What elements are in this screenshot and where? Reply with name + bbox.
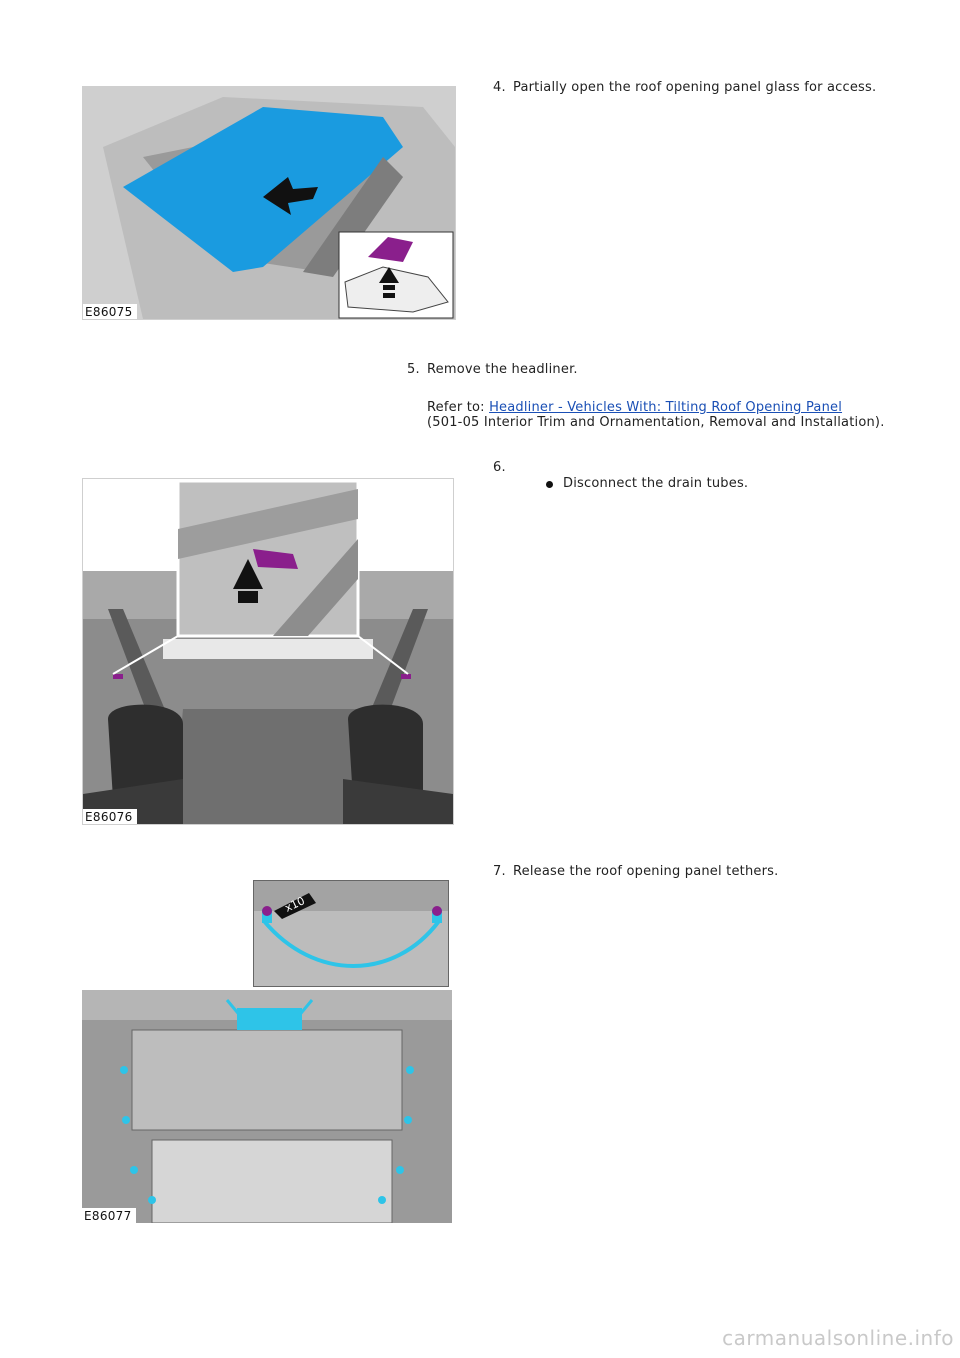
watermark: carmanualsonline.info — [722, 1326, 954, 1350]
bullet-icon — [546, 481, 553, 488]
step-number: 6. — [493, 460, 506, 475]
drain-tube-right — [401, 674, 411, 679]
figure-panel-tethers — [82, 990, 452, 1223]
figure-label: E86075 — [83, 304, 137, 319]
multiplier-callout: x10 — [282, 894, 307, 915]
step-number: 7. — [493, 864, 506, 879]
refer-prefix: Refer to: — [427, 400, 490, 415]
step-bullet-text: Disconnect the drain tubes. — [563, 476, 749, 491]
headliner-procedure-link[interactable]: Headliner - Vehicles With: Tilting Roof Opening Panel — [489, 400, 843, 415]
figure-roof-panel-glass — [82, 86, 456, 320]
roof-panel-illustration — [83, 87, 455, 319]
drain-tube-left — [113, 674, 123, 679]
step-number: 5. — [407, 362, 420, 377]
step-text: Partially open the roof opening panel glass for access. — [513, 80, 877, 95]
step-text: Release the roof opening panel tethers. — [513, 864, 779, 879]
refer-line — [427, 400, 842, 415]
refer-suffix: (501-05 Interior Trim and Ornamentation, Removal and Installation). — [427, 415, 885, 430]
figure-label: E86076 — [83, 809, 137, 824]
tethers-detail-illustration — [254, 881, 448, 986]
drain-tubes-illustration — [83, 479, 453, 824]
step-text: Remove the headliner. — [427, 362, 578, 377]
figure-label: E86077 — [82, 1208, 136, 1223]
step-number: 4. — [493, 80, 506, 95]
tether-bracket — [237, 1008, 302, 1030]
tethers-illustration — [82, 990, 452, 1223]
step-5 — [407, 362, 947, 442]
figure-drain-tubes — [82, 478, 454, 825]
figure-tethers-detail — [253, 880, 449, 987]
